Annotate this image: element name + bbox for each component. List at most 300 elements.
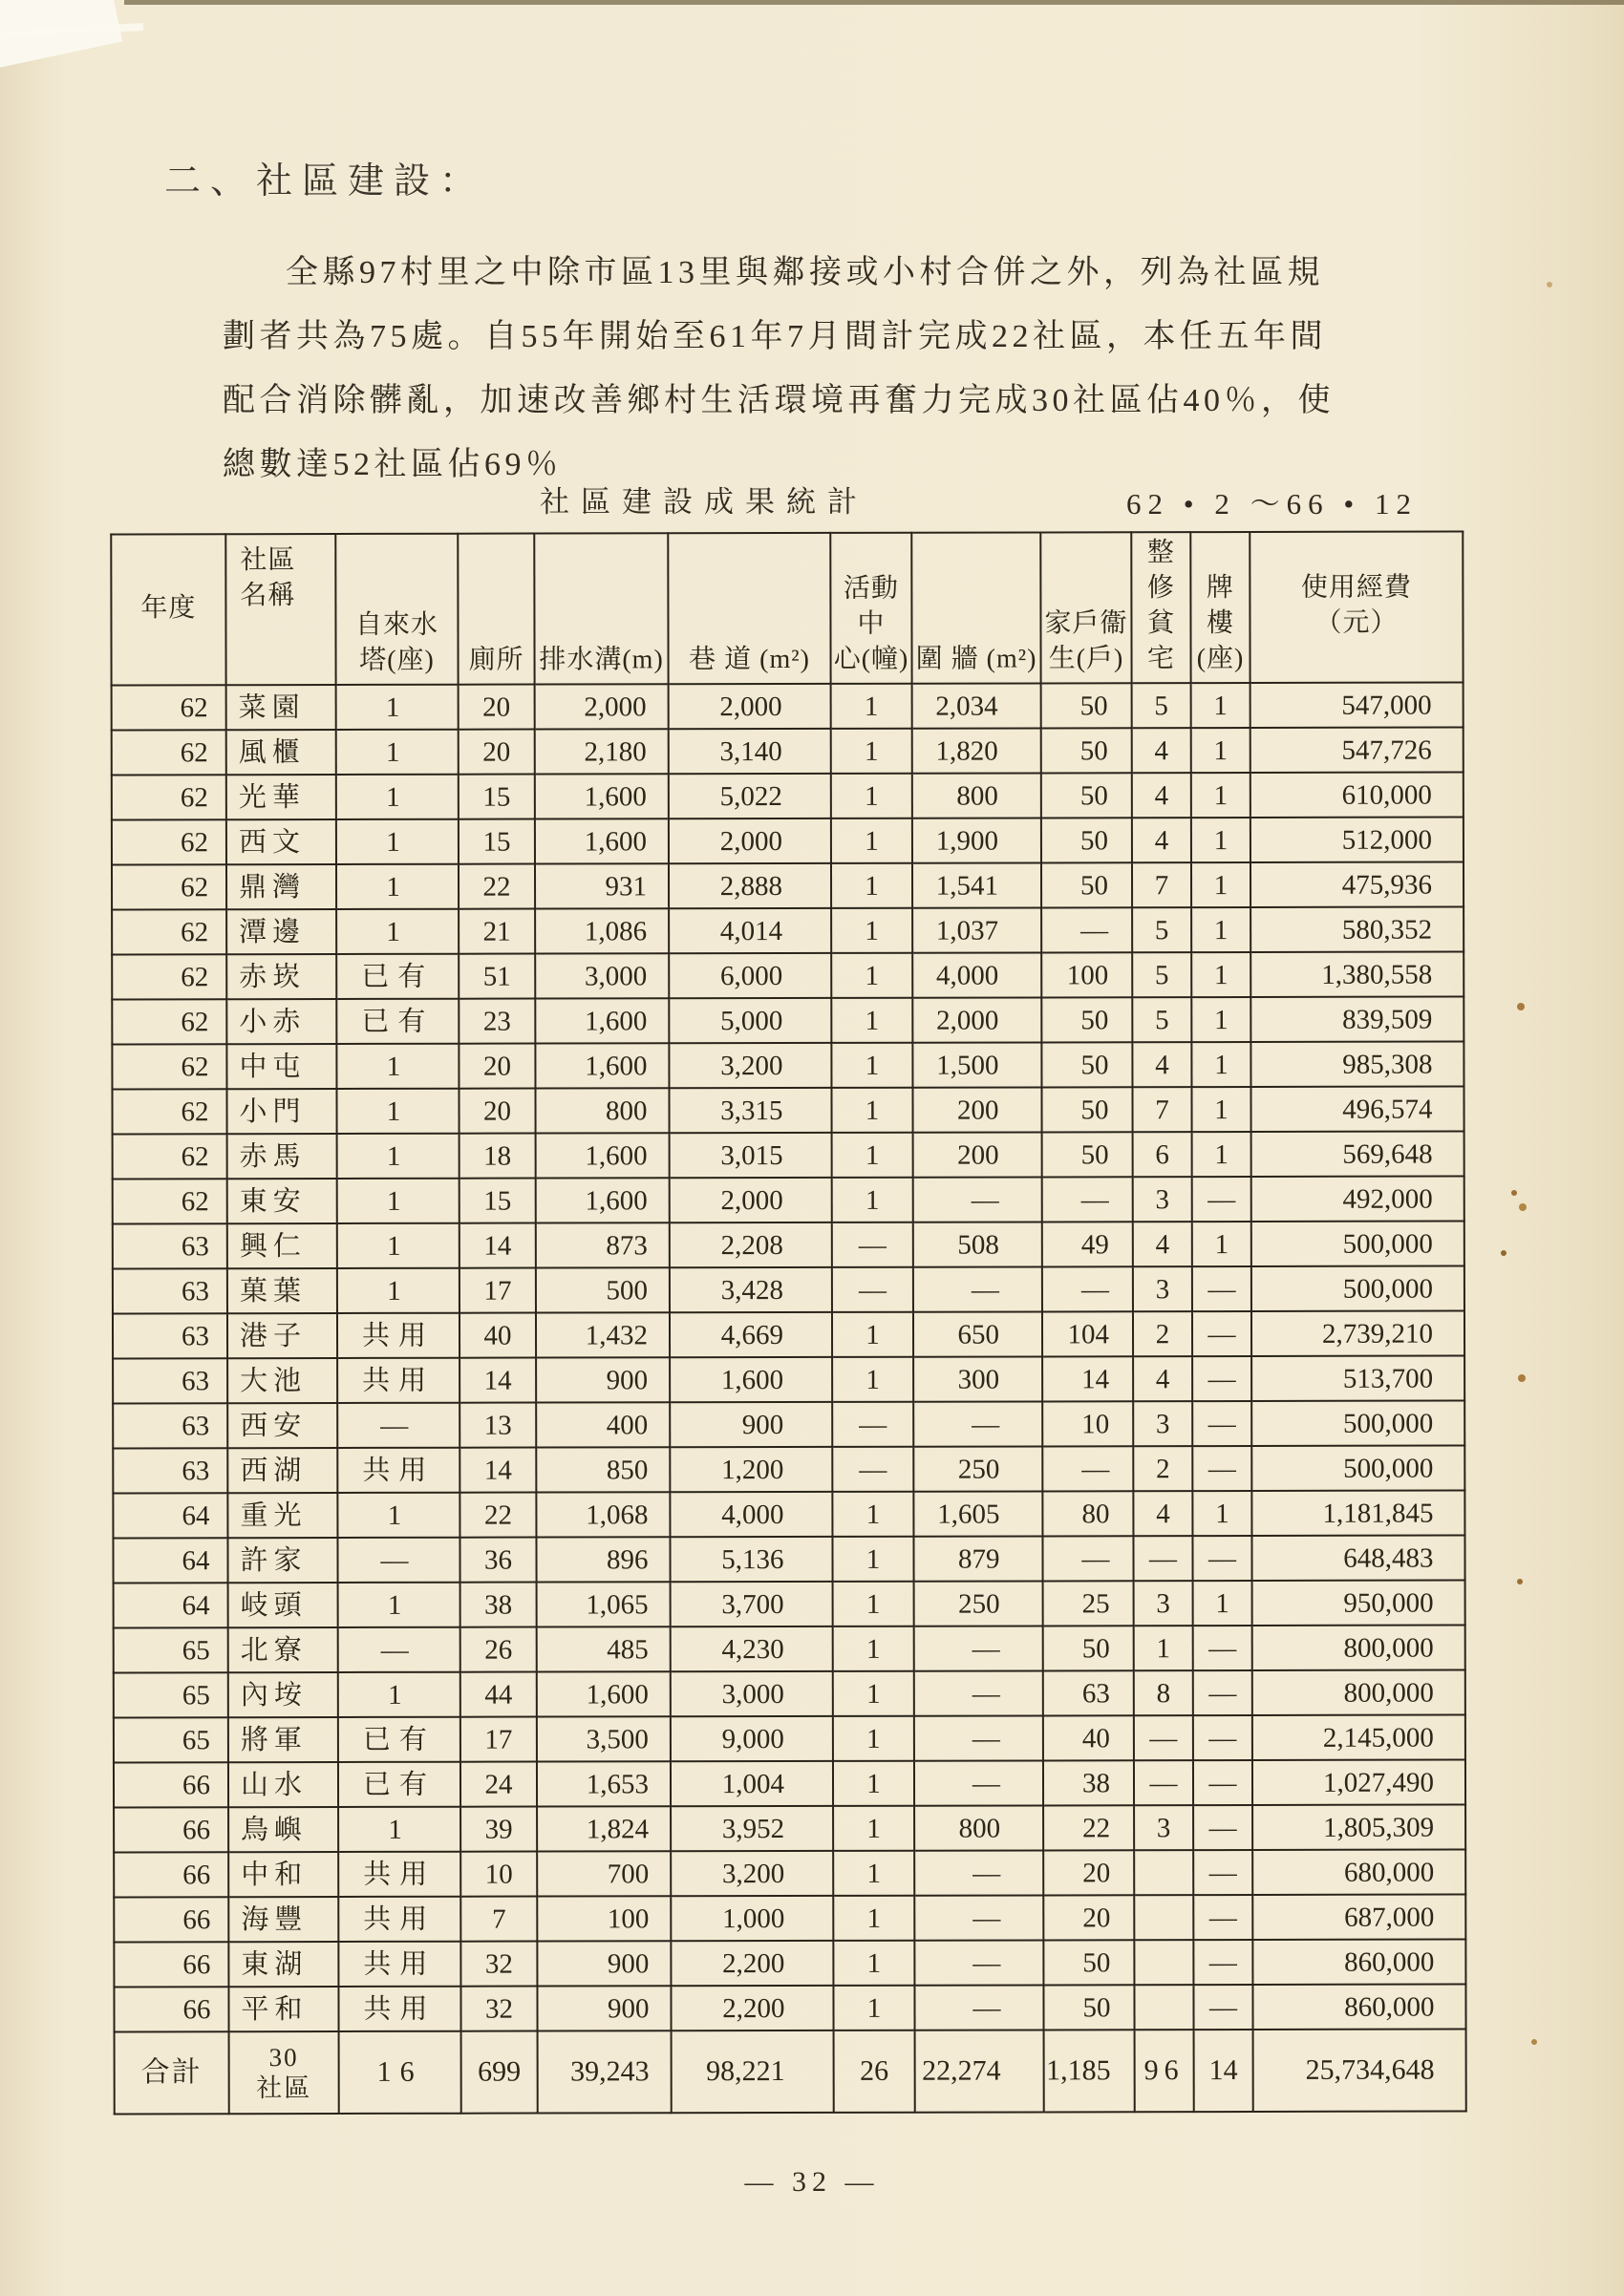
cell-wall: 4,000 <box>912 952 1041 997</box>
table-row <box>113 1356 1464 1404</box>
cell-community-name: 將軍 <box>228 1717 338 1762</box>
cell-activity-center: 26 <box>834 2030 915 2113</box>
cell-expense: 1,181,845 <box>1251 1491 1464 1536</box>
table-row <box>112 1042 1464 1090</box>
cell-year: 62 <box>112 730 226 775</box>
col-header-household-sanitation: 家戶衞 生(戶) <box>1040 532 1131 683</box>
cell-lane: 1,600 <box>670 1357 832 1402</box>
table-row <box>112 862 1464 910</box>
col-header-wall: 圍 牆 (m²) <box>911 532 1040 683</box>
cell-archway: — <box>1193 1670 1252 1715</box>
cell-community-name: 山水 <box>228 1762 338 1807</box>
cell-wall: — <box>914 1895 1043 1940</box>
cell-archway: — <box>1193 1626 1252 1670</box>
col-header-drain: 排水溝(m) <box>534 533 668 684</box>
cell-archway: 1 <box>1192 1132 1251 1177</box>
cell-lane: 9,000 <box>671 1716 833 1761</box>
cell-lane: 2,000 <box>670 1178 832 1222</box>
cell-community-name: 許家 <box>227 1538 337 1583</box>
cell-year: 62 <box>112 819 226 864</box>
cell-toilet: 26 <box>460 1627 537 1672</box>
cell-community-name: 赤馬 <box>227 1134 337 1179</box>
cell-toilet: 14 <box>459 1223 536 1268</box>
cell-archway: 14 <box>1194 2030 1253 2112</box>
cell-activity-center: 1 <box>833 1671 914 1716</box>
section-heading: 二、社區建設： <box>164 161 486 202</box>
cell-wall: 300 <box>913 1356 1042 1401</box>
cell-household-sanitation: 63 <box>1043 1670 1134 1715</box>
cell-archway: — <box>1192 1446 1251 1491</box>
cell-archway: 1 <box>1191 952 1250 997</box>
cell-toilet: 7 <box>460 1897 537 1942</box>
cell-toilet: 24 <box>460 1762 537 1807</box>
cell-lane: 5,022 <box>669 774 831 818</box>
cell-year: 64 <box>114 1583 228 1627</box>
cell-community-name: 小赤 <box>226 999 336 1044</box>
cell-repaired-poor-house <box>1134 1850 1193 1895</box>
cell-year: 64 <box>113 1493 227 1538</box>
cell-expense: 500,000 <box>1251 1222 1464 1266</box>
cell-community-name: 光華 <box>226 775 336 819</box>
cell-drain: 1,600 <box>535 1043 669 1088</box>
cell-activity-center: 1 <box>833 1986 914 2030</box>
cell-household-sanitation: — <box>1042 1446 1133 1491</box>
cell-community-name: 東湖 <box>228 1942 338 1987</box>
cell-repaired-poor-house: 4 <box>1133 1222 1192 1266</box>
col-header-expense: 使用經費 （元） <box>1250 532 1463 683</box>
cell-expense: 860,000 <box>1252 1940 1465 1985</box>
cell-repaired-poor-house: 3 <box>1133 1401 1192 1446</box>
paper-specks <box>0 0 4 4</box>
cell-archway: — <box>1192 1536 1251 1581</box>
table-header-row <box>111 532 1463 686</box>
cell-wall: 508 <box>913 1222 1042 1266</box>
cell-community-name: 重光 <box>227 1493 337 1538</box>
cell-year: 62 <box>112 999 226 1044</box>
cell-lane: 4,000 <box>670 1492 832 1537</box>
cell-expense: 569,648 <box>1251 1132 1464 1177</box>
cell-toilet: 15 <box>459 775 535 819</box>
cell-water-tower: 1 <box>338 1807 460 1852</box>
cell-archway: — <box>1193 1895 1252 1940</box>
cell-archway: — <box>1192 1311 1251 1356</box>
cell-wall: 200 <box>913 1132 1042 1177</box>
cell-toilet: 15 <box>459 1179 536 1223</box>
table-row <box>114 1581 1465 1628</box>
cell-repaired-poor-house: 3 <box>1134 1581 1193 1626</box>
cell-year: 62 <box>113 1134 227 1179</box>
cell-household-sanitation: 50 <box>1041 1042 1132 1087</box>
cell-year: 66 <box>114 1762 228 1807</box>
table-row <box>113 1311 1464 1359</box>
cell-lane: 3,700 <box>671 1582 833 1626</box>
cell-lane: 2,000 <box>669 818 831 863</box>
table-row <box>113 1177 1464 1224</box>
paragraph-line: 總數達52社區佔69％ <box>223 447 563 482</box>
cell-expense: 496,574 <box>1250 1087 1464 1132</box>
cell-drain: 1,086 <box>535 908 669 953</box>
cell-activity-center: 1 <box>831 863 912 908</box>
cell-household-sanitation: 50 <box>1041 683 1132 728</box>
cell-expense: 547,726 <box>1250 728 1464 773</box>
cell-activity-center: 1 <box>833 1806 914 1851</box>
cell-wall: 1,541 <box>912 862 1041 907</box>
table-row <box>113 1401 1464 1449</box>
cell-year: 63 <box>113 1448 227 1493</box>
cell-expense: 512,000 <box>1250 818 1464 862</box>
cell-household-sanitation: — <box>1042 1177 1133 1222</box>
cell-year: 66 <box>114 1897 228 1942</box>
cell-expense: 1,027,490 <box>1252 1760 1465 1805</box>
cell-wall: — <box>914 1760 1043 1805</box>
cell-repaired-poor-house: 4 <box>1133 1491 1192 1536</box>
cell-drain: 1,600 <box>535 998 669 1043</box>
cell-expense: 985,308 <box>1250 1042 1464 1087</box>
cell-drain: 1,600 <box>536 1133 670 1178</box>
page-number: — 32 — <box>744 2166 880 2198</box>
cell-water-tower: 共用 <box>337 1313 459 1358</box>
cell-wall: — <box>914 1985 1043 2030</box>
cell-year: 66 <box>114 1987 228 2031</box>
cell-lane: 1,000 <box>671 1896 833 1941</box>
cell-lane: 900 <box>670 1402 832 1447</box>
cell-community-name: 菓葉 <box>227 1268 337 1313</box>
cell-household-sanitation: 38 <box>1043 1760 1134 1805</box>
cell-water-tower: 1 <box>336 819 459 864</box>
cell-year: 63 <box>113 1313 227 1358</box>
cell-water-tower: 1 <box>336 775 459 819</box>
cell-water-tower: 已有 <box>336 999 459 1044</box>
cell-toilet: 15 <box>459 819 535 864</box>
cell-activity-center: 1 <box>833 1626 914 1671</box>
cell-toilet: 32 <box>460 1987 537 2031</box>
cell-drain: 1,653 <box>537 1761 671 1806</box>
cell-toilet: 32 <box>460 1942 537 1987</box>
cell-activity-center: 1 <box>833 1716 914 1761</box>
cell-archway: — <box>1193 1715 1252 1760</box>
cell-drain: 873 <box>536 1222 670 1267</box>
cell-activity-center: 1 <box>832 1357 913 1402</box>
cell-wall: — <box>914 1715 1043 1760</box>
cell-repaired-poor-house: — <box>1133 1536 1192 1581</box>
cell-toilet: 17 <box>459 1268 536 1313</box>
cell-lane: 2,200 <box>671 1986 833 2030</box>
cell-lane: 1,004 <box>671 1761 833 1806</box>
cell-toilet: 14 <box>459 1448 536 1493</box>
cell-activity-center: 1 <box>831 998 912 1043</box>
cell-activity-center: 1 <box>831 818 912 863</box>
table-row <box>113 1222 1464 1269</box>
cell-household-sanitation: 50 <box>1042 1132 1133 1177</box>
table-row <box>114 1985 1465 2032</box>
cell-drain: 700 <box>537 1851 671 1896</box>
cell-drain: 1,065 <box>537 1582 671 1626</box>
cell-drain: 100 <box>537 1896 671 1941</box>
cell-community-name: 鼎灣 <box>226 864 336 909</box>
cell-water-tower: 1 <box>338 1672 460 1717</box>
cell-community-name: 西湖 <box>227 1448 337 1493</box>
cell-activity-center: 1 <box>831 1088 912 1133</box>
cell-water-tower: 共用 <box>337 1448 459 1493</box>
cell-activity-center: — <box>832 1267 913 1312</box>
col-header-water-tower: 自來水 塔(座) <box>335 534 458 685</box>
cell-repaired-poor-house: 96 <box>1135 2030 1194 2112</box>
cell-water-tower: 共用 <box>338 1942 460 1987</box>
cell-drain: 3,000 <box>535 953 669 998</box>
cell-drain: 1,824 <box>537 1806 671 1851</box>
cell-household-sanitation: 22 <box>1043 1805 1134 1850</box>
cell-water-tower: 1 <box>337 1179 459 1223</box>
cell-drain: 3,500 <box>537 1716 671 1761</box>
cell-household-sanitation: 50 <box>1043 1985 1134 2030</box>
cell-year: 66 <box>114 1942 228 1987</box>
cell-archway: 1 <box>1192 1222 1251 1266</box>
cell-toilet: 22 <box>459 864 535 909</box>
cell-toilet: 51 <box>459 954 535 999</box>
cell-repaired-poor-house <box>1134 1985 1193 2030</box>
cell-lane: 3,315 <box>669 1088 831 1133</box>
cell-community-name: 中屯 <box>226 1044 336 1089</box>
cell-expense: 2,739,210 <box>1251 1311 1464 1356</box>
cell-year: 62 <box>113 1179 227 1223</box>
cell-drain: 1,068 <box>536 1492 670 1537</box>
col-header-year: 年度 <box>111 534 225 685</box>
cell-toilet: 21 <box>459 909 535 954</box>
cell-expense: 800,000 <box>1252 1626 1465 1670</box>
paragraph-line: 劃者共為75處。自55年開始至61年7月間計完成22社區，本任五年間 <box>223 319 1327 354</box>
cell-expense: 1,805,309 <box>1252 1805 1465 1850</box>
cell-water-tower: — <box>337 1538 459 1583</box>
table-row <box>114 1850 1465 1898</box>
cell-expense: 950,000 <box>1252 1581 1465 1626</box>
cell-wall: 1,820 <box>912 728 1041 773</box>
cell-expense: 800,000 <box>1252 1670 1465 1715</box>
table-row <box>113 1132 1464 1180</box>
cell-community-name: 潭邊 <box>226 909 336 954</box>
cell-household-sanitation: 20 <box>1043 1895 1134 1940</box>
cell-toilet: 20 <box>459 685 535 730</box>
cell-wall: — <box>914 1940 1043 1985</box>
cell-household-sanitation: 50 <box>1041 728 1132 773</box>
cell-household-sanitation: 100 <box>1041 952 1132 997</box>
cell-lane: 98,221 <box>672 2030 834 2113</box>
cell-archway: — <box>1192 1266 1251 1311</box>
cell-toilet: 17 <box>460 1717 537 1762</box>
cell-year: 62 <box>112 864 226 909</box>
cell-year: 63 <box>113 1403 227 1448</box>
cell-community-name: 30 社區 <box>229 2031 339 2114</box>
cell-repaired-poor-house: 3 <box>1133 1266 1192 1311</box>
cell-community-name: 大池 <box>227 1358 337 1403</box>
cell-community-name: 興仁 <box>227 1223 337 1268</box>
cell-expense: 839,509 <box>1250 997 1464 1042</box>
cell-wall: — <box>913 1177 1042 1222</box>
cell-water-tower: 1 <box>337 1223 459 1268</box>
cell-archway: 1 <box>1191 1087 1250 1132</box>
cell-expense: 680,000 <box>1252 1850 1465 1895</box>
cell-water-tower: 1 <box>336 730 459 775</box>
cell-activity-center: 1 <box>833 1761 914 1806</box>
cell-lane: 2,888 <box>669 863 831 908</box>
cell-repaired-poor-house: — <box>1134 1715 1193 1760</box>
cell-archway: 1 <box>1191 1042 1250 1087</box>
cell-water-tower: 已有 <box>336 954 459 999</box>
cell-repaired-poor-house <box>1134 1940 1193 1985</box>
table-row <box>113 1446 1464 1494</box>
cell-expense: 1,380,558 <box>1250 952 1464 997</box>
table-row <box>114 1940 1465 1988</box>
cell-household-sanitation: 1,185 <box>1044 2030 1135 2112</box>
cell-lane: 3,200 <box>669 1043 831 1088</box>
table-row <box>112 773 1464 820</box>
cell-wall: 250 <box>913 1446 1042 1491</box>
cell-repaired-poor-house: 2 <box>1133 1311 1192 1356</box>
cell-archway: 1 <box>1191 997 1250 1042</box>
cell-water-tower: 共用 <box>338 1852 460 1897</box>
cell-year: 63 <box>113 1358 227 1403</box>
cell-wall: 250 <box>914 1581 1043 1626</box>
cell-water-tower: 16 <box>339 2031 461 2114</box>
body-paragraph <box>223 241 1359 497</box>
cell-toilet: 18 <box>459 1134 536 1179</box>
cell-drain: 400 <box>536 1402 670 1447</box>
cell-household-sanitation: — <box>1042 1266 1133 1311</box>
cell-activity-center: 1 <box>831 774 912 818</box>
col-header-activity-center: 活動中 心(幢) <box>830 533 911 684</box>
cell-drain: 1,600 <box>535 818 669 863</box>
cell-water-tower: 已有 <box>338 1762 460 1807</box>
cell-year: 62 <box>112 1089 226 1134</box>
cell-activity-center: 1 <box>833 1851 914 1896</box>
cell-drain: 896 <box>536 1537 670 1582</box>
cell-household-sanitation: 25 <box>1043 1581 1134 1626</box>
cell-lane: 6,000 <box>669 953 831 998</box>
table-row <box>112 1087 1464 1135</box>
cell-community-name: 東安 <box>227 1179 337 1223</box>
cell-community-name: 西安 <box>227 1403 337 1448</box>
cell-household-sanitation: 80 <box>1042 1491 1133 1536</box>
cell-community-name: 風櫃 <box>226 730 336 775</box>
cell-repaired-poor-house <box>1134 1895 1193 1940</box>
cell-expense: 492,000 <box>1251 1177 1464 1222</box>
table-row <box>114 1760 1465 1808</box>
cell-wall: — <box>913 1266 1042 1311</box>
cell-wall: 800 <box>914 1805 1043 1850</box>
cell-drain: 2,000 <box>535 684 669 729</box>
cell-household-sanitation: — <box>1042 1536 1133 1581</box>
cell-wall: 22,274 <box>915 2030 1044 2112</box>
cell-wall: 2,000 <box>912 997 1041 1042</box>
cell-lane: 4,669 <box>670 1312 832 1357</box>
table-row <box>114 1715 1465 1763</box>
cell-repaired-poor-house: 5 <box>1132 683 1191 728</box>
cell-drain: 1,600 <box>537 1671 671 1716</box>
cell-archway: — <box>1192 1356 1251 1401</box>
cell-wall: 800 <box>912 773 1041 818</box>
cell-community-name: 內垵 <box>228 1672 338 1717</box>
cell-lane: 2,200 <box>671 1941 833 1986</box>
col-header-toilet: 廁所 <box>458 534 534 685</box>
cell-drain: 900 <box>537 1986 671 2030</box>
cell-activity-center: 1 <box>831 1043 912 1088</box>
cell-expense: 610,000 <box>1250 773 1464 818</box>
cell-year: 62 <box>112 1044 226 1089</box>
scan-top-edge-artifact <box>124 0 1624 5</box>
cell-repaired-poor-house: 5 <box>1132 997 1191 1042</box>
cell-lane: 5,136 <box>670 1537 832 1582</box>
cell-toilet: 39 <box>460 1807 537 1852</box>
cell-water-tower: 共用 <box>338 1987 460 2031</box>
cell-archway: — <box>1193 1850 1252 1895</box>
cell-drain: 2,180 <box>535 729 669 774</box>
cell-year: 64 <box>113 1538 227 1583</box>
cell-toilet: 13 <box>459 1403 536 1448</box>
cell-expense: 580,352 <box>1250 907 1464 952</box>
cell-expense: 500,000 <box>1251 1446 1464 1491</box>
paragraph-line: 全縣97村里之中除市區13里與鄰接或小村合併之外，列為社區規 <box>286 255 1324 290</box>
cell-lane: 3,140 <box>669 729 831 774</box>
cell-repaired-poor-house: 1 <box>1134 1626 1193 1670</box>
cell-drain: 500 <box>536 1267 670 1312</box>
cell-repaired-poor-house: 5 <box>1132 907 1191 952</box>
cell-household-sanitation: 40 <box>1043 1715 1134 1760</box>
cell-water-tower: 已有 <box>338 1717 460 1762</box>
table-row <box>114 1670 1465 1718</box>
cell-archway: 1 <box>1191 862 1250 907</box>
cell-lane: 3,200 <box>671 1851 833 1896</box>
cell-archway: 1 <box>1191 907 1250 952</box>
cell-year: 62 <box>112 954 226 999</box>
cell-drain: 1,432 <box>536 1312 670 1357</box>
col-header-community-name: 社區 名稱 <box>225 534 335 685</box>
cell-lane: 2,208 <box>670 1222 832 1267</box>
cell-expense: 500,000 <box>1251 1401 1464 1446</box>
cell-activity-center: — <box>832 1402 913 1447</box>
cell-year: 62 <box>112 775 226 819</box>
cell-water-tower: 1 <box>336 1044 459 1089</box>
cell-repaired-poor-house: 3 <box>1134 1805 1193 1850</box>
cell-water-tower: — <box>337 1403 459 1448</box>
cell-wall: 2,034 <box>912 683 1041 728</box>
cell-water-tower: 1 <box>337 1493 459 1538</box>
cell-expense: 860,000 <box>1252 1985 1465 2030</box>
cell-repaired-poor-house: 8 <box>1134 1670 1193 1715</box>
cell-water-tower: 1 <box>336 909 459 954</box>
cell-household-sanitation: 50 <box>1043 1626 1134 1670</box>
cell-expense: 2,145,000 <box>1252 1715 1465 1760</box>
cell-household-sanitation: 50 <box>1041 1087 1132 1132</box>
cell-archway: — <box>1192 1177 1251 1222</box>
table-row <box>114 1805 1465 1853</box>
cell-activity-center: 1 <box>832 1492 913 1537</box>
cell-year: 63 <box>113 1223 227 1268</box>
cell-expense: 25,734,648 <box>1253 2030 1466 2112</box>
cell-toilet: 44 <box>460 1672 537 1717</box>
cell-repaired-poor-house: 4 <box>1132 728 1191 773</box>
table-row <box>112 818 1464 865</box>
cell-wall: — <box>913 1401 1042 1446</box>
table-row <box>112 683 1464 731</box>
cell-archway: 1 <box>1191 683 1250 728</box>
cell-toilet: 699 <box>461 2031 538 2114</box>
cell-drain: 900 <box>537 1941 671 1986</box>
cell-repaired-poor-house: 7 <box>1132 1087 1191 1132</box>
cell-repaired-poor-house: 5 <box>1132 952 1191 997</box>
cell-household-sanitation: 50 <box>1041 773 1132 818</box>
table-row <box>112 728 1464 776</box>
cell-activity-center: 1 <box>831 908 912 953</box>
cell-community-name: 海豐 <box>228 1897 338 1942</box>
